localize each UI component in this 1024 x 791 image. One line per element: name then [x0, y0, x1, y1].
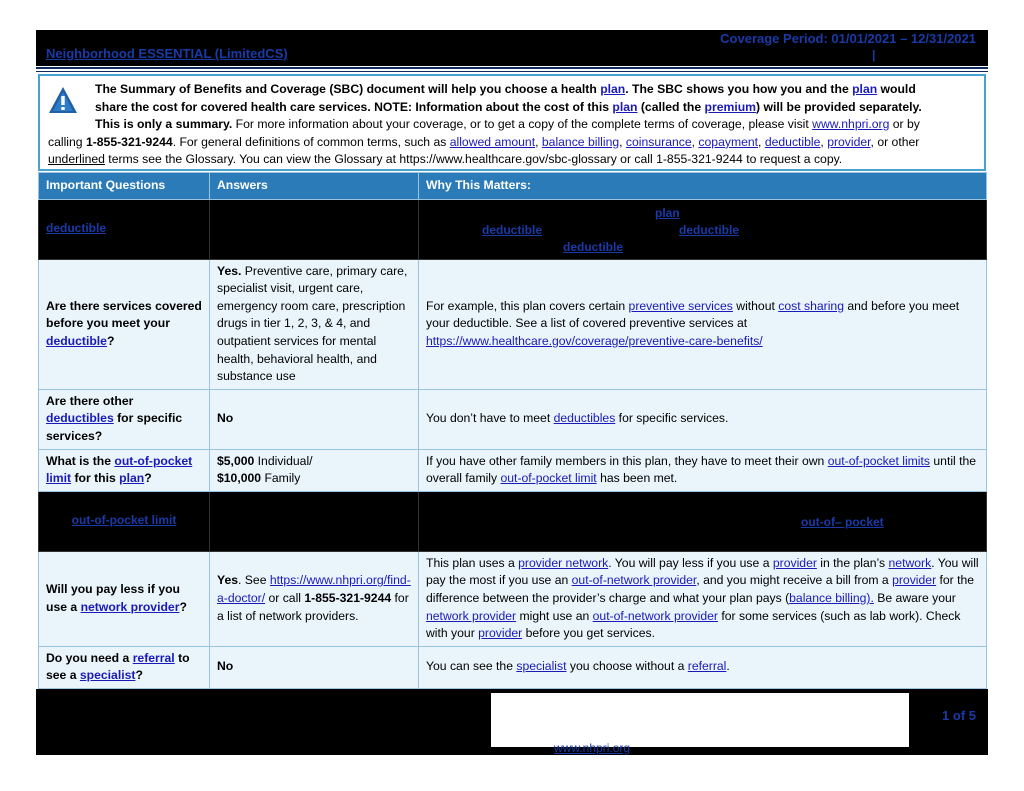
deductible-link[interactable]: deductible [764, 134, 821, 149]
footer-white-box [491, 693, 909, 747]
table-header-row [39, 173, 987, 200]
underlined-word: underlined [48, 152, 105, 167]
deductible-link[interactable]: deductible [46, 221, 107, 236]
deductibles-link[interactable]: deductibles [553, 411, 616, 426]
cost-sharing-link[interactable]: cost sharing [778, 298, 844, 313]
out-of-pocket-limits-link[interactable]: out-of-pocket limits [827, 453, 930, 468]
table-row: What is the out-of-pocket limit for this plan? $5,000 Individual/ $10,000 Family If you have other family members in this plan, they have to meet their own out-of-pocket limits until the overall family out-of-pocket limit has been met. [39, 449, 987, 491]
deductible-link[interactable]: deductible [679, 222, 740, 237]
page-number: 1 of 5 [942, 708, 976, 723]
col-header-why: Why This Matters: [419, 173, 987, 200]
table-row: Are there other deductibles for specific services? No You don’t have to meet deductibles for specific services. [39, 389, 987, 449]
provider-link[interactable]: provider [827, 134, 871, 149]
plan-link[interactable]: plan [655, 205, 680, 220]
deductibles-link[interactable]: deductibles [46, 411, 114, 426]
intro-text: The Summary of Benefits and Coverage (SBC) document will help you choose a health plan. The SBC shows you how you and the plan would share the cost for covered health care services. NOTE: Information about the cost of this plan (called the premium) will be provided separately. This is only a summary. For more information about your coverage, or to get a copy of the complete terms of coverage, please visit www.nhpri.org or by calling 1-855-321-9244. For general definitions of common terms, such as allowed amount, balance billing, coinsurance, copayment, deductible, provider, or other underlined terms see the Glossary. You can view the Glossary at https://www.healthcare.gov/sbc-glossary or call 1-855-321-9244 to request a copy. [48, 82, 922, 167]
provider-network-link[interactable]: provider network [518, 555, 609, 570]
col-header-questions: Important Questions [39, 173, 210, 200]
table-row: Do you need a referral to see a specialist? No You can see the specialist you choose without a referral. [39, 646, 987, 688]
out-of-pocket-limit-link[interactable]: out-of-pocket limit [71, 513, 177, 528]
find-a-doctor-link[interactable]: https://www.nhpri.org/find-a-doctor/ [217, 573, 411, 605]
allowed-amount-link[interactable]: allowed amount [449, 134, 536, 149]
balance-billing-link[interactable]: balance billing [541, 134, 620, 149]
preventive-services-link[interactable]: preventive services [628, 298, 733, 313]
network-provider-link[interactable]: network provider [80, 599, 180, 614]
coverage-bar-mark: | [872, 48, 876, 62]
referral-link[interactable]: referral [132, 650, 175, 665]
col-header-answers: Answers [210, 173, 419, 200]
nhpri-site-link[interactable]: www.nhpri.org [812, 117, 890, 132]
premium-link[interactable]: premium [704, 99, 757, 114]
benefits-table [38, 172, 987, 689]
plan-name-link[interactable]: Neighborhood ESSENTIAL (LimitedCS) [46, 46, 288, 61]
coinsurance-link[interactable]: coinsurance [625, 134, 692, 149]
out-of-pocket-limit-link[interactable]: out-of-pocket limit [500, 471, 597, 486]
table-row [39, 491, 987, 551]
out-of-pocket-limit-link[interactable]: out-of-pocket limit [46, 453, 193, 486]
table-row [39, 199, 987, 259]
copayment-link[interactable]: copayment [698, 134, 759, 149]
deductible-link[interactable]: deductible [46, 333, 107, 348]
referral-link[interactable]: referral [687, 659, 727, 674]
out-of-pocket-link[interactable]: out-of– pocket [801, 514, 884, 529]
out-of-network-provider-link[interactable]: out-of-network provider [571, 573, 697, 588]
balance-billing-link[interactable]: balance billing). [789, 590, 874, 605]
provider-link[interactable]: provider [772, 555, 817, 570]
plan-link[interactable]: plan [612, 99, 638, 114]
provider-link[interactable]: provider [892, 573, 937, 588]
deductible-link[interactable]: deductible [482, 222, 543, 237]
table-row: Are there services covered before you meet your deductible? Yes. Preventive care, primary care, specialist visit, urgent care, emergency room care, prescription drugs in tier 1, 2, 3, & 4, and outpatient services for mental health, behavioral health, and substance use For example, this plan covers certain preventive services without cost sharing and before you meet your deductible. See a list of covered preventive services at https://www.healthcare.gov/coverage/preventive-care-benefits/ [39, 259, 987, 389]
network-link[interactable]: network [888, 555, 932, 570]
deductible-link[interactable]: deductible [563, 239, 624, 254]
out-of-network-provider-link[interactable]: out-of-network provider [592, 608, 718, 623]
header-rule [36, 67, 988, 69]
table-row: Will you pay less if you use a network provider? Yes. See https://www.nhpri.org/find-a-doctor/ or call 1-855-321-9244 for a list of network providers. This plan uses a provider network. You will pay less if you use a provider in the plan’s network. You will pay the most if you use an out-of-network provider, and you might receive a bill from a provider for the difference between the provider’s charge and what your plan pays (balance billing). Be aware your network provider might use an out-of-network provider for some services (such as lab work). Check with your provider before you get services. [39, 551, 987, 646]
preventive-care-url-link[interactable]: https://www.healthcare.gov/coverage/preventive-care-benefits/ [426, 333, 763, 348]
plan-link[interactable]: plan [600, 82, 626, 96]
provider-link[interactable]: provider [478, 626, 523, 641]
specialist-link[interactable]: specialist [516, 659, 567, 674]
plan-link[interactable]: plan [119, 471, 145, 486]
plan-link[interactable]: plan [852, 82, 878, 96]
footer-site-link[interactable]: www.nhpri.org [554, 741, 631, 755]
specialist-link[interactable]: specialist [79, 668, 136, 683]
header-rule-thin [36, 71, 988, 72]
network-provider-link[interactable]: network provider [426, 608, 517, 623]
coverage-period: Coverage Period: 01/01/2021 – 12/31/2021 [720, 31, 976, 46]
intro-box [38, 74, 986, 171]
